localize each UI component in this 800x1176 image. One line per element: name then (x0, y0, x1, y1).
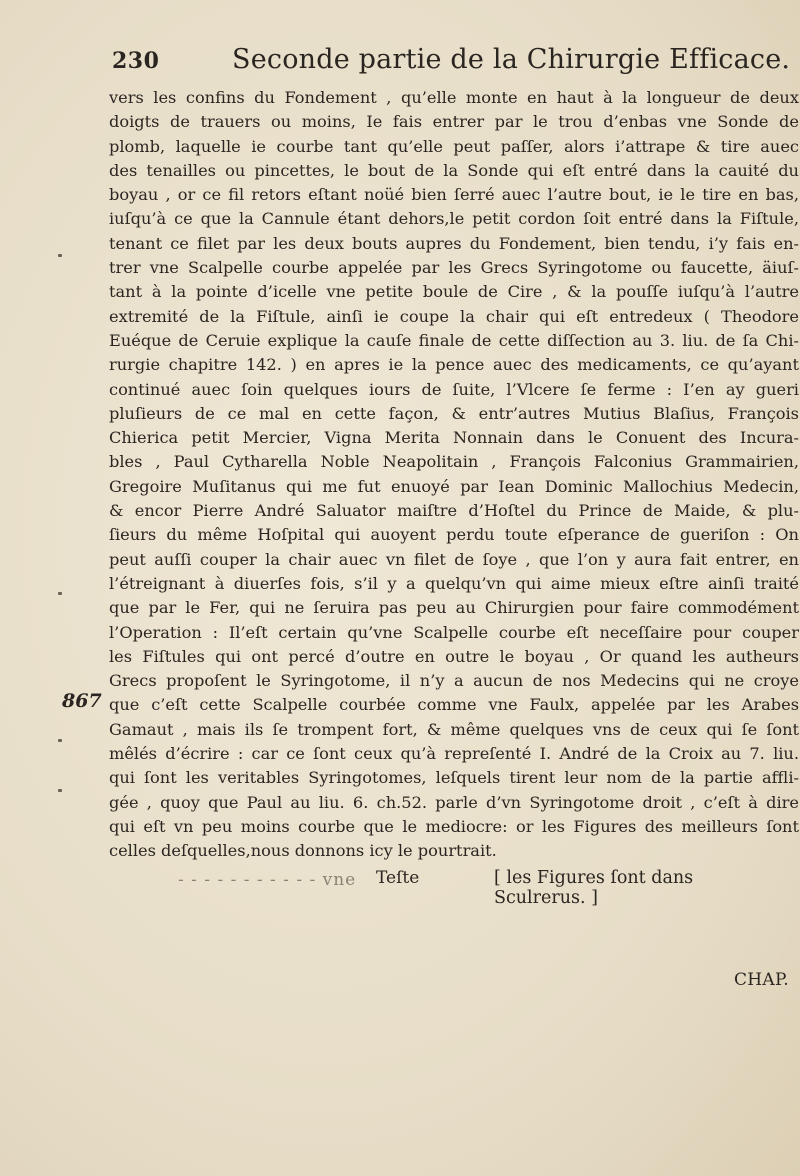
text-line: iuſqu’à ce que la Cannule étant dehors,le petit cordon ſoit entré dans la Fiſtule, (109, 209, 799, 229)
figure-caption-teste: Teſte (376, 868, 420, 888)
text-line: que par le Fer, qui ne ſeruira pas peu au Chirurgien pour faire commodément (109, 598, 799, 618)
text-line: trer vne Scalpelle courbe appelée par les Grecs Syringotome ou faucette, äiuſ- (109, 258, 799, 278)
text-line: continué auec ſoin quelques iours de ſuite, l’Vlcere ſe ferme : I’en ay gueri (109, 379, 799, 399)
text-line: que c’eſt cette Scalpelle courbée comme vne Faulx, appelée par les Arabes (109, 695, 799, 715)
text-line: boyau , or ce fil retors eſtant noüé bien ſerré auec l’autre bout, ie le tire en bas, (109, 185, 799, 205)
text-line: qui eſt vn peu moins courbe que le mediocre: or les Figures des meilleurs ſont (109, 816, 799, 836)
text-line: doigts de trauers ou moins, Ie fais entrer par le trou d’enbas vne Sonde de (109, 112, 799, 132)
body-text (109, 86, 799, 864)
figure-note: [ les Figures ſont dans Sculrerus. ] (494, 868, 694, 908)
text-line: Gregoire Muſitanus qui me fut enuoyé par Iean Dominic Mallochius Medecin, (109, 476, 799, 496)
text-line: l’étreignant à diuerſes fois, s’il y a quelqu’vn qui aime mieux eſtre ainſi traité (109, 573, 799, 593)
text-line: vers les confins du Fondement , qu’elle monte en haut à la longueur de deux (109, 88, 799, 107)
text-line: ſieurs du même Hoſpital qui auoyent perdu toute eſperance de gueriſon : On (109, 525, 799, 545)
margin-tick (58, 739, 62, 742)
text-line: gée , quoy que Paul au liu. 6. ch.52. parle d’vn Syringotome droit , c’eſt à dire (109, 792, 799, 812)
margin-tick (58, 592, 62, 595)
text-line: tant à la pointe d’icelle vne petite boule de Cire , & la pouſſe iuſqu’à l’autre (109, 282, 799, 302)
text-line: rurgie chapitre 142. ) en apres ie la pence auec des medicaments, ce qu’ayant (109, 355, 799, 375)
page-number: 230 (112, 48, 160, 74)
text-line: tenant ce filet par les deux bouts aupres du Fondement, bien tendu, i’y fais en- (109, 233, 799, 253)
figure-caption-faint: - - - - - - - - - - - vne (178, 870, 357, 890)
text-line: les Fiſtules qui ont percé d’outre en outre le boyau , Or quand les autheurs (109, 646, 799, 666)
text-line: l’Operation : Il’eſt certain qu’vne Scalpelle courbe eſt neceſſaire pour couper (109, 622, 799, 642)
text-line: & encor Pierre André Saluator maiſtre d’Hoſtel du Prince de Maide, & plu- (109, 501, 799, 521)
margin-tick (58, 789, 62, 792)
figure-caption (178, 868, 790, 908)
running-title: Seconde partie de la Chirurgie Efficace. (232, 44, 791, 75)
text-line: Chierica petit Mercier, Vigna Merita Nonnain dans le Conuent des Incura- (109, 428, 799, 448)
text-line: Grecs propoſent le Syringotome, il n’y a aucun de nos Medecins qui ne croye (109, 671, 799, 691)
text-line: extremité de la Fiſtule, ainſi ie coupe la chair qui eſt entredeux ( Theodore (109, 306, 799, 326)
margin-note: 867 (62, 690, 102, 712)
text-line: bles , Paul Cytharella Noble Neapolitain , François Falconius Grammairien, (109, 452, 799, 472)
text-line: mêlés d’écrire : car ce ſont ceux qu’à repreſenté I. André de la Croix au 7. liu. (109, 744, 799, 764)
catchword: CHAP. (734, 970, 790, 990)
text-line: pluſieurs de ce mal en cette façon, & entr’autres Mutius Blaſius, François (109, 403, 799, 423)
text-line: plomb, laquelle ie courbe tant qu’elle peut paſſer, alors i’attrape & tire auec (109, 136, 799, 156)
text-line: Gamaut , mais ils ſe trompent fort, & même quelques vns de ceux qui ſe ſont (109, 719, 799, 739)
text-line: des tenailles ou pincettes, le bout de la Sonde qui eſt entré dans la cauité du (109, 160, 799, 180)
text-line: Euéque de Ceruie explique la cauſe finale de cette diſſection au 3. liu. de ſa Chi- (109, 330, 799, 350)
margin-tick (58, 254, 62, 257)
text-line: peut auſſi couper la chair auec vn filet de ſoye , que l’on y aura fait entrer, en (109, 549, 799, 569)
text-line-last: celles deſquelles,nous donnons icy le pourtrait. (109, 841, 497, 861)
text-line: qui ſont les veritables Syringotomes, leſquels tirent leur nom de la partie affli- (109, 768, 799, 788)
